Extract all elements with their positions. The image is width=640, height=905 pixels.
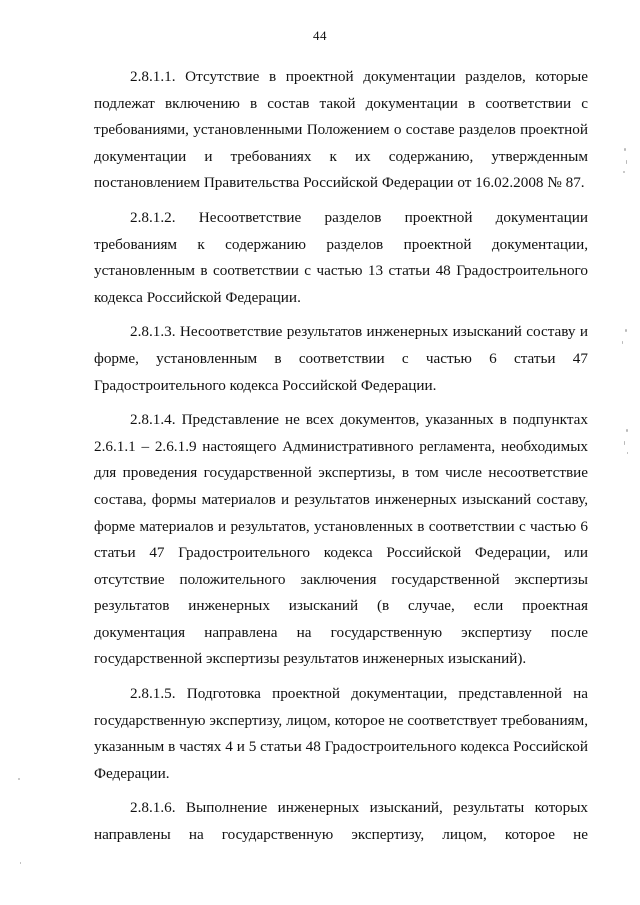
- scan-artifact: [624, 441, 625, 445]
- paragraph-2-8-1-4: 2.8.1.4. Представление не всех документов, указанных в подпунктах 2.6.1.1 – 2.6.1.9 настоящего Административного регламента, необходимых для проведения государственной экспертизы, в том числе несоответствие состава, формы материалов и результатов инженерных изысканий составу, форме материалов и результатов, установленных в соответствии с частью 6 статьи 47 Градостроительного кодекса Российской Федерации, или отсутствие положительного заключения государственной экспертизы результатов инженерных изысканий (в случае, если проектная документация направлена на государственную экспертизу после государственной экспертизы результатов инженерных изысканий).: [94, 411, 588, 668]
- scan-artifact: [20, 862, 21, 864]
- paragraph-2-8-1-1: 2.8.1.1. Отсутствие в проектной документации разделов, которые подлежат включению в состав такой документации в соответствии с требованиями, установленными Положением о составе разделов проектной документации и требованиях к их содержанию, утвержденным постановлением Правительства Российской Федерации от 16.02.2008 № 87.: [94, 68, 588, 192]
- scan-artifact: [623, 171, 625, 173]
- scan-artifact: [627, 452, 628, 454]
- paragraph-2-8-1-3: 2.8.1.3. Несоответствие результатов инженерных изысканий составу и форме, установленным в соответствии с частью 6 статьи 47 Градостроительного кодекса Российской Федерации.: [94, 323, 588, 394]
- page-number: 44: [313, 28, 327, 43]
- document-body: [94, 64, 588, 849]
- scan-artifact: [626, 160, 627, 164]
- paragraph-2-8-1-5: 2.8.1.5. Подготовка проектной документации, представленной на государственную экспертизу, лицом, которое не соответствует требованиям, указанным в частях 4 и 5 статьи 48 Градостроительного кодекса Российской Федерации.: [94, 685, 588, 782]
- paragraph-2-8-1-6: 2.8.1.6. Выполнение инженерных изысканий, результаты которых направлены на государственную экспертизу, лицом, которое не: [94, 799, 588, 844]
- scan-artifact: [624, 148, 626, 151]
- scan-artifact: [625, 329, 627, 332]
- paragraph-2-8-1-2: 2.8.1.2. Несоответствие разделов проектной документации требованиям к содержанию разделов проектной документации, установленным в соответствии с частью 13 статьи 48 Градостроительного кодекса Российской Федерации.: [94, 208, 588, 306]
- scan-artifact: [622, 341, 623, 344]
- scan-artifact: [626, 429, 628, 432]
- scan-artifact: [18, 778, 20, 780]
